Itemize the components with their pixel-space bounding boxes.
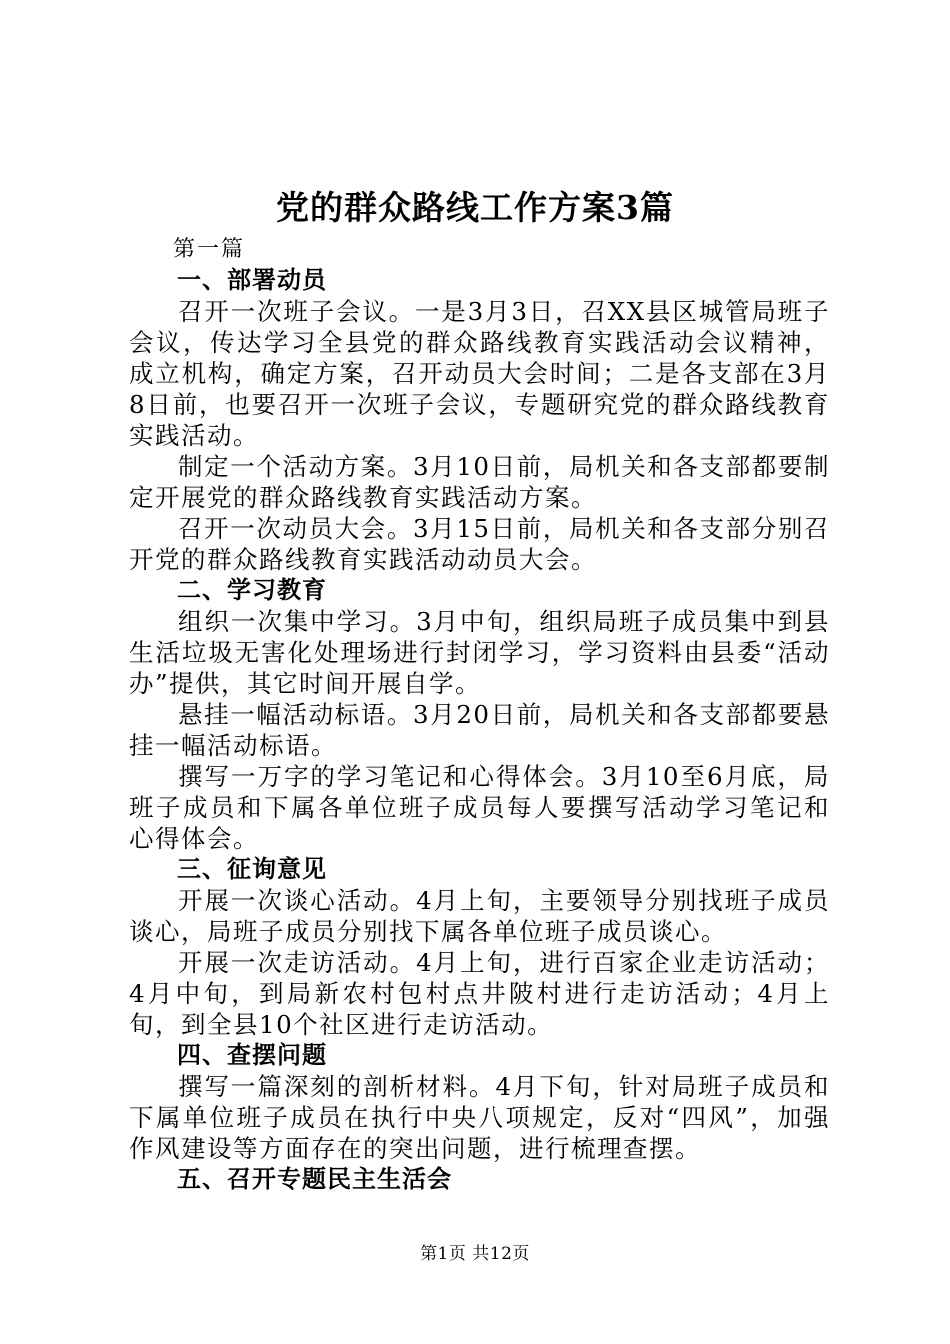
page-footer: 第1页 共12页 (420, 1244, 530, 1264)
section-heading-1: 一、部署动员 (177, 266, 327, 294)
paragraph: 开展一次谈心活动。4月上旬，主要领导分别找班子成员谈心，局班子成员分别找下属各单位班子成员谈心。 (129, 886, 830, 946)
paragraph: 撰写一万字的学习笔记和心得体会。3月10至6月底，局班子成员和下属各单位班子成员每人要撰写活动学习笔记和心得体会。 (129, 762, 830, 853)
section-heading-2: 二、学习教育 (177, 576, 327, 604)
section-heading-5: 五、召开专题民主生活会 (177, 1165, 452, 1193)
paragraph: 召开一次班子会议。一是3月3日，召XX县区城管局班子会议，传达学习全县党的群众路线教育实践活动会议精神，成立机构，确定方案，召开动员大会时间；二是各支部在3月8日前，也要召开一次班子会议，专题研究党的群众路线教育实践活动。 (129, 297, 830, 450)
paragraph: 组织一次集中学习。3月中旬，组织局班子成员集中到县生活垃圾无害化处理场进行封闭学习，学习资料由县委“活动办”提供，其它时间开展自学。 (129, 607, 830, 698)
paragraph: 制定一个活动方案。3月10日前，局机关和各支部都要制定开展党的群众路线教育实践活动方案。 (129, 452, 830, 512)
paragraph: 撰写一篇深刻的剖析材料。4月下旬，针对局班子成员和下属单位班子成员在执行中央八项规定，反对“四风”，加强作风建设等方面存在的突出问题，进行梳理查摆。 (129, 1072, 830, 1163)
section-heading-3: 三、征询意见 (177, 855, 327, 883)
paragraph: 开展一次走访活动。4月上旬，进行百家企业走访活动；4月中旬，到局新农村包村点井陂村进行走访活动；4月上旬，到全县10个社区进行走访活动。 (129, 948, 830, 1039)
section-heading-4: 四、查摆问题 (177, 1041, 327, 1069)
part-label: 第一篇 (173, 237, 246, 262)
document-body (129, 234, 830, 1195)
paragraph: 悬挂一幅活动标语。3月20日前，局机关和各支部都要悬挂一幅活动标语。 (129, 700, 830, 760)
paragraph: 召开一次动员大会。3月15日前，局机关和各支部分别召开党的群众路线教育实践活动动员大会。 (129, 514, 830, 574)
document-title: 党的群众路线工作方案3篇 (276, 188, 674, 227)
